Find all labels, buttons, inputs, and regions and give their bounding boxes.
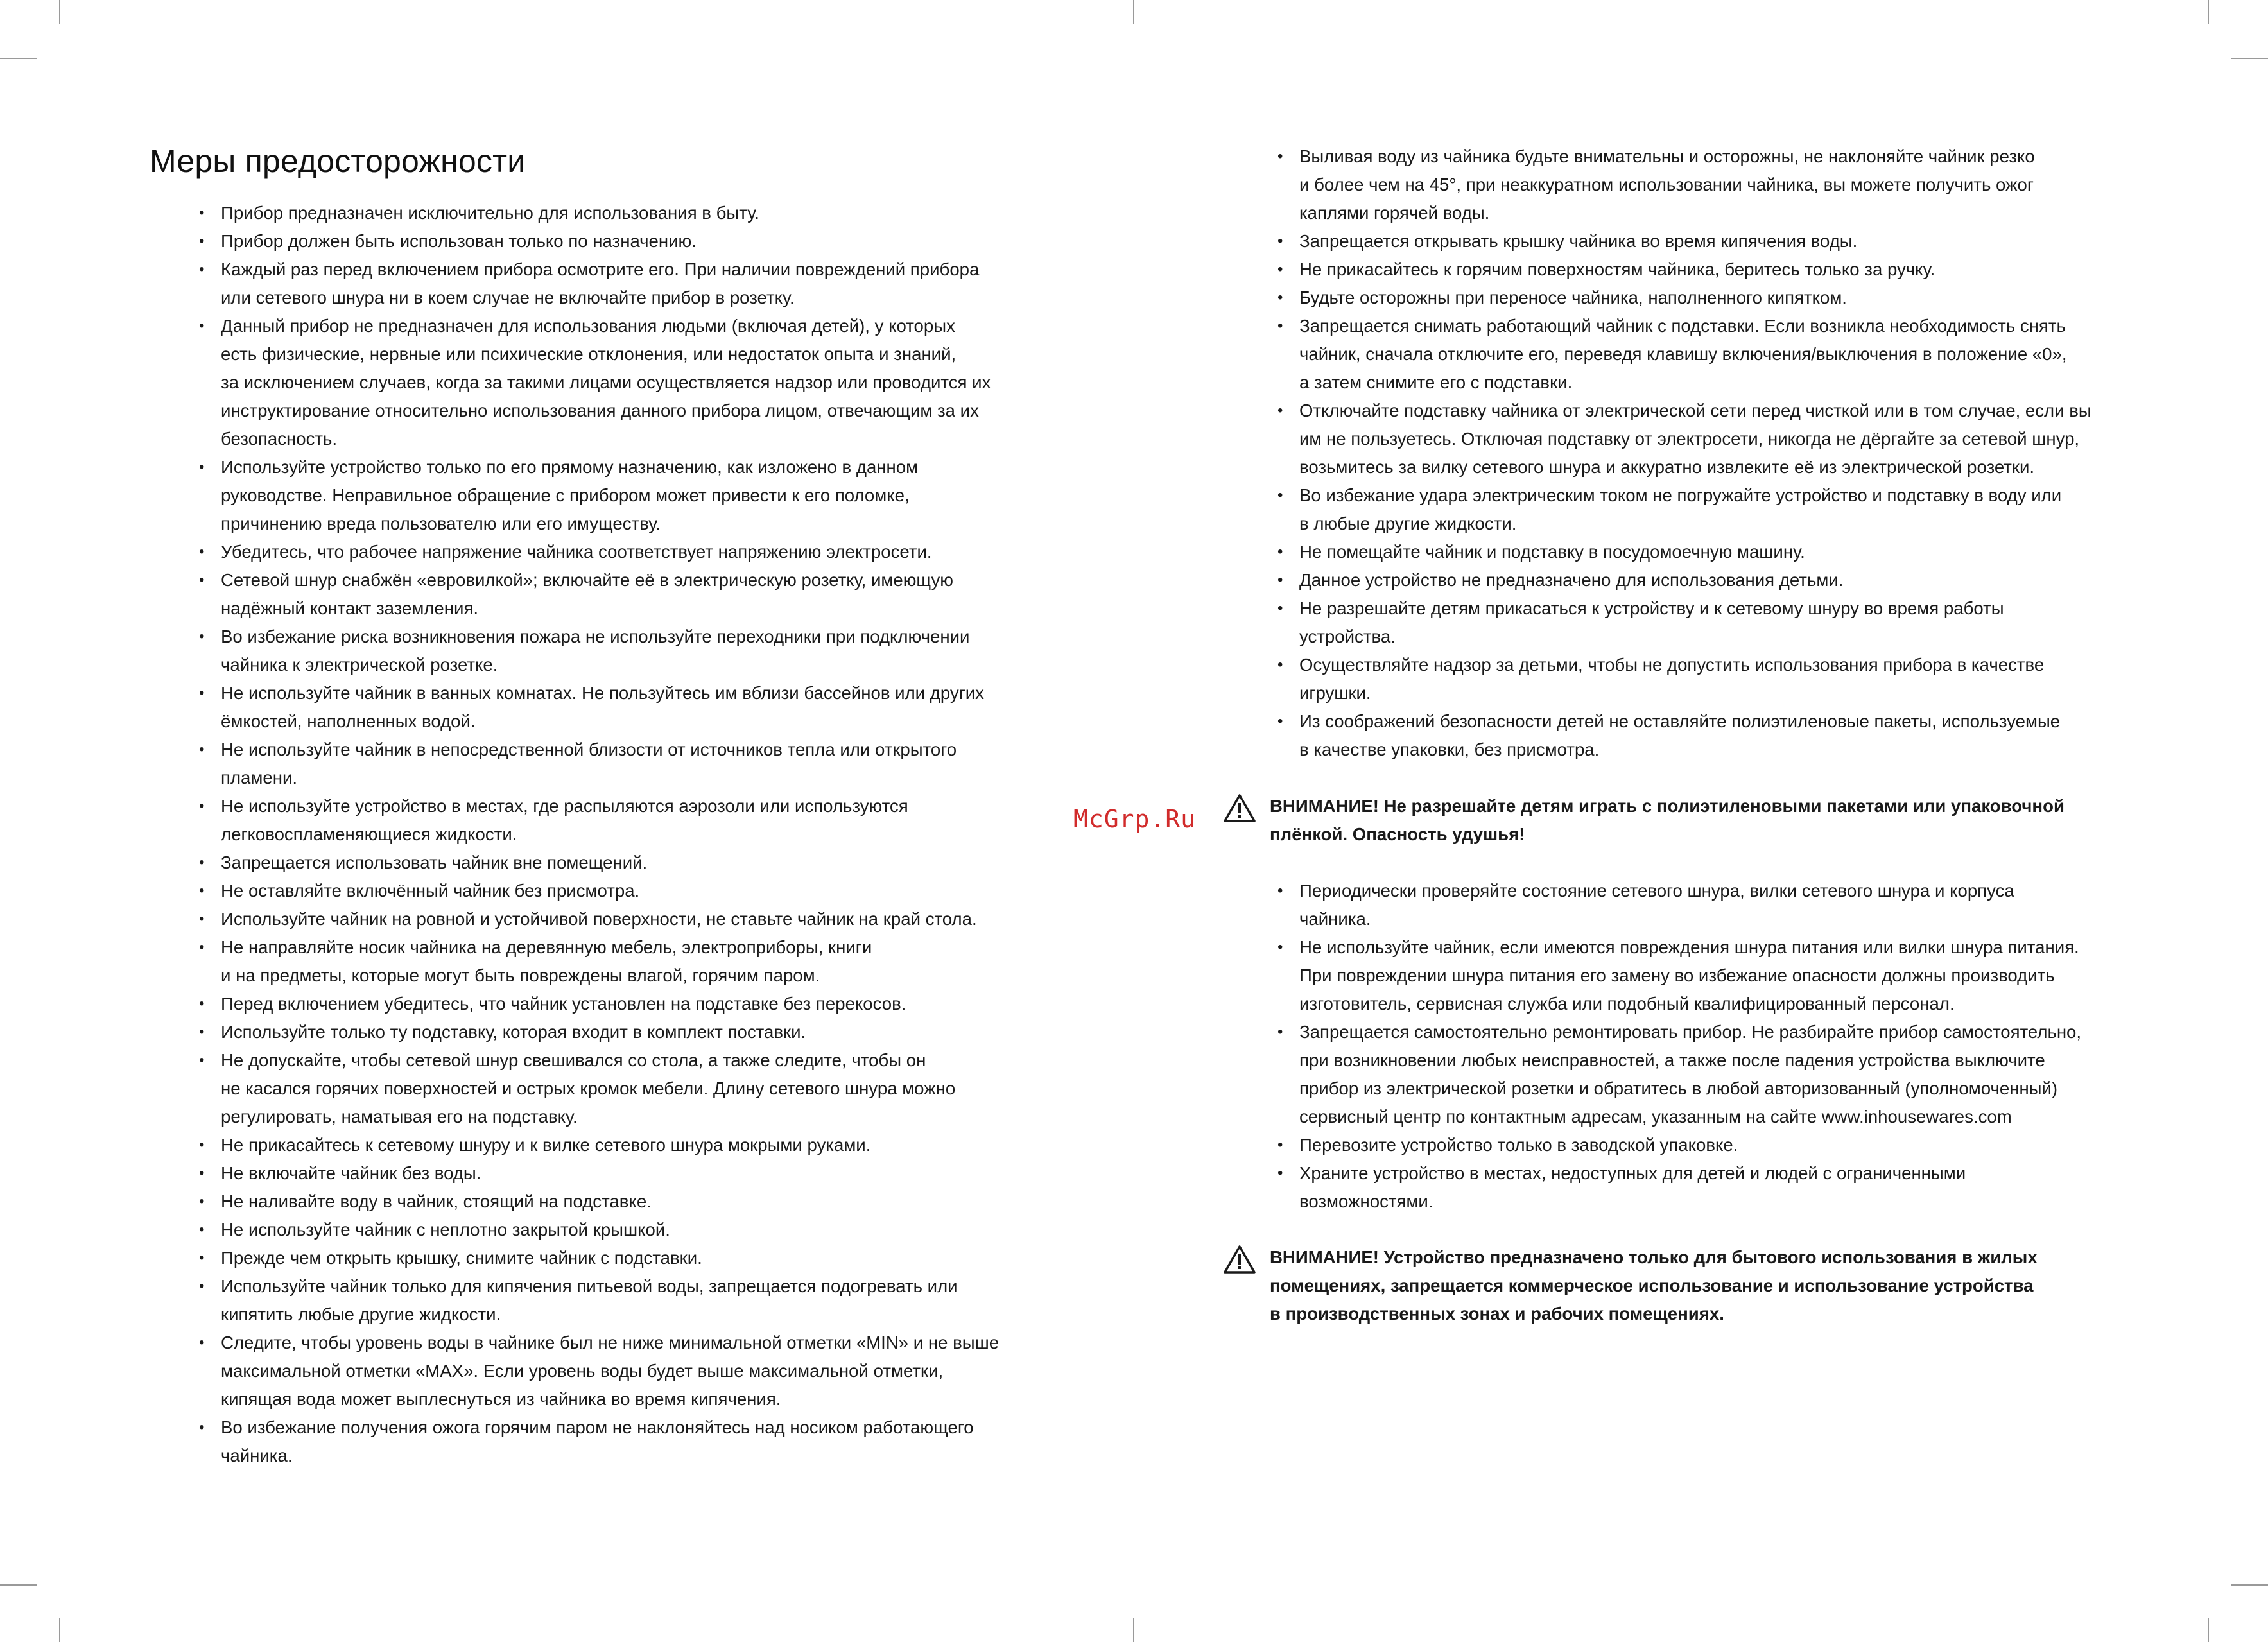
left-column-list bbox=[221, 199, 999, 1470]
list-item-line: максимальной отметки «MAX». Если уровень воды будет выше максимальной отметки, bbox=[221, 1361, 944, 1381]
list-item-line: чайника. bbox=[1299, 909, 1371, 929]
list-item-line: • Данный прибор не предназначен для использования людьми (включая детей), у которых bbox=[221, 316, 955, 336]
list-item bbox=[1299, 933, 2081, 1018]
list-item-line: и на предметы, которые могут быть повреждены влагой, горячим паром. bbox=[221, 965, 820, 985]
list-item bbox=[221, 679, 999, 736]
list-item-line: игрушки. bbox=[1299, 683, 1371, 703]
list-item bbox=[1299, 1159, 2081, 1216]
list-item-line: ёмкостей, наполненных водой. bbox=[221, 711, 476, 731]
list-item-line: • Перевозите устройство только в заводской упаковке. bbox=[1299, 1135, 1738, 1155]
list-item-line: • Следите, чтобы уровень воды в чайнике был не ниже минимальной отметки «MIN» и не выше bbox=[221, 1333, 1000, 1352]
list-item bbox=[1299, 284, 2091, 312]
list-item bbox=[221, 933, 999, 990]
list-item-line: • Запрещается снимать работающий чайник с подставки. Если возникла необходимость снять bbox=[1299, 316, 2066, 336]
list-item-line: чайника к электрической розетке. bbox=[221, 655, 498, 675]
list-item bbox=[1299, 143, 2091, 227]
list-item-line: кипящая вода может выплеснуться из чайника во время кипячения. bbox=[221, 1389, 781, 1409]
list-item bbox=[221, 623, 999, 679]
list-item-line: изготовитель, сервисная служба или подобный квалифицированный персонал. bbox=[1299, 994, 1955, 1014]
list-item bbox=[221, 538, 999, 566]
list-item bbox=[1299, 1131, 2081, 1159]
list-item-line: • Храните устройство в местах, недоступных для детей и людей с ограниченными bbox=[1299, 1163, 1966, 1183]
list-item-line: каплями горячей воды. bbox=[1299, 203, 1490, 223]
list-item bbox=[221, 1188, 999, 1216]
list-item bbox=[1299, 481, 2091, 538]
list-item-line: • Не наливайте воду в чайник, стоящий на подставке. bbox=[221, 1191, 652, 1211]
list-item-line: легковоспламеняющиеся жидкости. bbox=[221, 824, 517, 844]
list-item bbox=[1299, 312, 2091, 397]
list-item bbox=[1299, 255, 2091, 284]
list-item bbox=[221, 453, 999, 538]
list-item bbox=[221, 1329, 999, 1413]
list-item bbox=[221, 1413, 999, 1470]
list-item-line: • Отключайте подставку чайника от электрической сети перед чисткой или в том случае, если вы bbox=[1299, 401, 2091, 420]
list-item-line: или сетевого шнура ни в коем случае не включайте прибор в розетку. bbox=[221, 288, 795, 307]
list-item bbox=[221, 312, 999, 453]
list-item-line: • Не допускайте, чтобы сетевой шнур свешивался со стола, а также следите, чтобы он bbox=[221, 1050, 926, 1070]
list-item-line: • Запрещается самостоятельно ремонтировать прибор. Не разбирайте прибор самостоятельно, bbox=[1299, 1022, 2082, 1042]
list-item-line: • Не используйте чайник, если имеются повреждения шнура питания или вилки шнура питания. bbox=[1299, 937, 2079, 957]
warning-text bbox=[1270, 792, 2065, 849]
list-item-line: • Сетевой шнур снабжён «евровилкой»; включайте её в электрическую розетку, имеющую bbox=[221, 570, 953, 590]
list-item-line: • Данное устройство не предназначено для использования детьми. bbox=[1299, 570, 1844, 590]
list-item bbox=[1299, 397, 2091, 481]
list-item-line: • Прибор должен быть использован только по назначению. bbox=[221, 231, 697, 251]
list-item bbox=[221, 990, 999, 1018]
crop-mark bbox=[2208, 1618, 2209, 1642]
list-item bbox=[221, 792, 999, 849]
list-item-line: • Не направляйте носик чайника на деревянную мебель, электроприборы, книги bbox=[221, 937, 872, 957]
list-item-line: • Осуществляйте надзор за детьми, чтобы не допустить использования прибора в качестве bbox=[1299, 655, 2045, 675]
list-item-line: чайника. bbox=[221, 1446, 293, 1465]
list-item-line: прибор из электрической розетки и обратитесь в любой авторизованный (уполномоченный) bbox=[1299, 1078, 2058, 1098]
list-item bbox=[1299, 1018, 2081, 1131]
list-item-line: и более чем на 45°, при неаккуратном использовании чайника, вы можете получить ожог bbox=[1299, 175, 2034, 194]
warning-line: ВНИМАНИЕ! Не разрешайте детям играть с полиэтиленовыми пакетами или упаковочной bbox=[1270, 796, 2065, 816]
list-item bbox=[221, 1272, 999, 1329]
list-item-line: • Не разрешайте детям прикасаться к устройству и к сетевому шнуру во время работы bbox=[1299, 598, 2004, 618]
crop-mark bbox=[59, 1618, 60, 1642]
warning-line: в производственных зонах и рабочих помещениях. bbox=[1270, 1304, 1724, 1324]
list-item-line: причинению вреда пользователю или его имуществу. bbox=[221, 514, 661, 533]
list-item-line: • Используйте устройство только по его прямому назначению, как изложено в данном bbox=[221, 457, 919, 477]
list-item-line: в любые другие жидкости. bbox=[1299, 514, 1517, 533]
watermark: McGrp.Ru bbox=[1073, 805, 1197, 833]
list-item bbox=[1299, 707, 2091, 764]
list-item-line: • Во избежание получения ожога горячим паром не наклоняйтесь над носиком работающего bbox=[221, 1417, 974, 1437]
list-item-line: • Из соображений безопасности детей не оставляйте полиэтиленовые пакеты, используемые bbox=[1299, 711, 2061, 731]
list-item-line: • Во избежание риска возникновения пожара не используйте переходники при подключении bbox=[221, 627, 970, 646]
list-item bbox=[221, 1018, 999, 1046]
crop-mark bbox=[2208, 0, 2209, 24]
list-item-line: безопасность. bbox=[221, 429, 338, 449]
list-item-line: инструктирование относительно использования данного прибора лицом, отвечающим за их bbox=[221, 401, 979, 420]
list-item-line: а затем снимите его с подставки. bbox=[1299, 372, 1573, 392]
warning-triangle-icon bbox=[1223, 793, 1256, 823]
list-item-line: устройства. bbox=[1299, 627, 1396, 646]
list-item bbox=[221, 1131, 999, 1159]
list-item-line: регулировать, наматывая его на подставку. bbox=[221, 1107, 578, 1127]
list-item-line: надёжный контакт заземления. bbox=[221, 598, 479, 618]
list-item bbox=[1299, 877, 2081, 933]
page-title: Меры предосторожности bbox=[150, 143, 526, 179]
list-item bbox=[221, 849, 999, 877]
list-item-line: • Прибор предназначен исключительно для использования в быту. bbox=[221, 203, 759, 223]
list-item-line: • Не используйте чайник в непосредственной близости от источников тепла или открытого bbox=[221, 739, 957, 759]
crop-mark bbox=[2231, 1584, 2268, 1586]
crop-mark bbox=[0, 1584, 37, 1586]
list-item-line: • Перед включением убедитесь, что чайник установлен на подставке без перекосов. bbox=[221, 994, 906, 1014]
warning-line: помещениях, запрещается коммерческое использование и использование устройства bbox=[1270, 1275, 2034, 1295]
list-item bbox=[221, 227, 999, 255]
right-column-list-top bbox=[1299, 143, 2091, 764]
list-item bbox=[221, 877, 999, 905]
list-item-line: есть физические, нервные или психические отклонения, или недостаток опыта и знаний, bbox=[221, 344, 957, 364]
list-item-line: • Запрещается открывать крышку чайника во время кипячения воды. bbox=[1299, 231, 1858, 251]
list-item-line: • Не прикасайтесь к сетевому шнуру и к вилке сетевого шнура мокрыми руками. bbox=[221, 1135, 871, 1155]
list-item-line: • Во избежание удара электрическим током не погружайте устройство и подставку в воду или bbox=[1299, 485, 2062, 505]
warning-line: ВНИМАНИЕ! Устройство предназначено только для бытового использования в жилых bbox=[1270, 1247, 2038, 1267]
list-item-line: • Запрещается использовать чайник вне помещений. bbox=[221, 852, 648, 872]
list-item-line: чайник, сначала отключите его, переведя клавишу включения/выключения в положение «0», bbox=[1299, 344, 2067, 364]
list-item bbox=[221, 566, 999, 623]
list-item-line: в качестве упаковки, без присмотра. bbox=[1299, 739, 1600, 759]
crop-mark bbox=[2231, 58, 2268, 59]
list-item-line: • Периодически проверяйте состояние сетевого шнура, вилки сетевого шнура и корпуса bbox=[1299, 881, 2014, 901]
crop-mark bbox=[1133, 1618, 1134, 1642]
list-item bbox=[221, 1216, 999, 1244]
list-item-line: • Не оставляйте включённый чайник без присмотра. bbox=[221, 881, 640, 901]
list-item-line: • Используйте только ту подставку, которая входит в комплект поставки. bbox=[221, 1022, 806, 1042]
list-item-line: • Каждый раз перед включением прибора осмотрите его. При наличии повреждений прибора bbox=[221, 259, 980, 279]
warning-triangle-icon bbox=[1223, 1245, 1256, 1274]
list-item-line: • Не используйте устройство в местах, где распыляются аэрозоли или используются bbox=[221, 796, 908, 816]
list-item bbox=[221, 199, 999, 227]
crop-mark bbox=[0, 58, 37, 59]
list-item-line: • Будьте осторожны при переносе чайника, наполненного кипятком. bbox=[1299, 288, 1847, 307]
list-item bbox=[221, 1159, 999, 1188]
list-item-line: • Убедитесь, что рабочее напряжение чайника соответствует напряжению электросети. bbox=[221, 542, 932, 562]
list-item-line: • Не используйте чайник в ванных комнатах. Не пользуйтесь им вблизи бассейнов или других bbox=[221, 683, 984, 703]
warning-line: плёнкой. Опасность удушья! bbox=[1270, 824, 1525, 844]
list-item-line: • Не прикасайтесь к горячим поверхностям чайника, беритесь только за ручку. bbox=[1299, 259, 1935, 279]
list-item bbox=[1299, 538, 2091, 566]
crop-mark bbox=[1133, 0, 1134, 24]
warning-text bbox=[1270, 1243, 2038, 1328]
list-item-line: при возникновении любых неисправностей, а также после падения устройства выключите bbox=[1299, 1050, 2045, 1070]
list-item bbox=[1299, 594, 2091, 651]
list-item-line: за исключением случаев, когда за такими лицами осуществляется надзор или проводится их bbox=[221, 372, 991, 392]
list-item-line: • Не используйте чайник с неплотно закрытой крышкой. bbox=[221, 1220, 670, 1240]
list-item-line: • Прежде чем открыть крышку, снимите чайник с подставки. bbox=[221, 1248, 702, 1268]
list-item bbox=[1299, 227, 2091, 255]
list-item-line: возможностями. bbox=[1299, 1191, 1433, 1211]
right-column-list-bottom bbox=[1299, 877, 2081, 1216]
list-item-line: пламени. bbox=[221, 768, 298, 788]
list-item bbox=[221, 905, 999, 933]
list-item bbox=[1299, 651, 2091, 707]
list-item bbox=[221, 255, 999, 312]
list-item-line: сервисный центр по контактным адресам, указанным на сайте www.inhousewares.com bbox=[1299, 1107, 2012, 1127]
list-item-line: • Используйте чайник на ровной и устойчивой поверхности, не ставьте чайник на край стола. bbox=[221, 909, 977, 929]
list-item-line: При повреждении шнура питания его замену во избежание опасности должны производить bbox=[1299, 965, 2055, 985]
list-item-line: • Не помещайте чайник и подставку в посудомоечную машину. bbox=[1299, 542, 1805, 562]
list-item bbox=[221, 736, 999, 792]
crop-mark bbox=[59, 0, 60, 24]
list-item bbox=[221, 1046, 999, 1131]
list-item-line: • Не включайте чайник без воды. bbox=[221, 1163, 481, 1183]
list-item-line: • Выливая воду из чайника будьте внимательны и осторожны, не наклоняйте чайник резко bbox=[1299, 146, 2035, 166]
list-item-line: не касался горячих поверхностей и острых кромок мебели. Длину сетевого шнура можно bbox=[221, 1078, 956, 1098]
list-item-line: возьмитесь за вилку сетевого шнура и аккуратно извлеките её из электрической розетки. bbox=[1299, 457, 2035, 477]
list-item-line: руководстве. Неправильное обращение с прибором может привести к его поломке, bbox=[221, 485, 910, 505]
list-item bbox=[1299, 566, 2091, 594]
list-item-line: • Используйте чайник только для кипячения питьевой воды, запрещается подогревать или bbox=[221, 1276, 958, 1296]
list-item-line: им не пользуетесь. Отключая подставку от электросети, никогда не дёргайте за сетевой шнур, bbox=[1299, 429, 2080, 449]
list-item-line: кипятить любые другие жидкости. bbox=[221, 1304, 501, 1324]
list-item bbox=[221, 1244, 999, 1272]
